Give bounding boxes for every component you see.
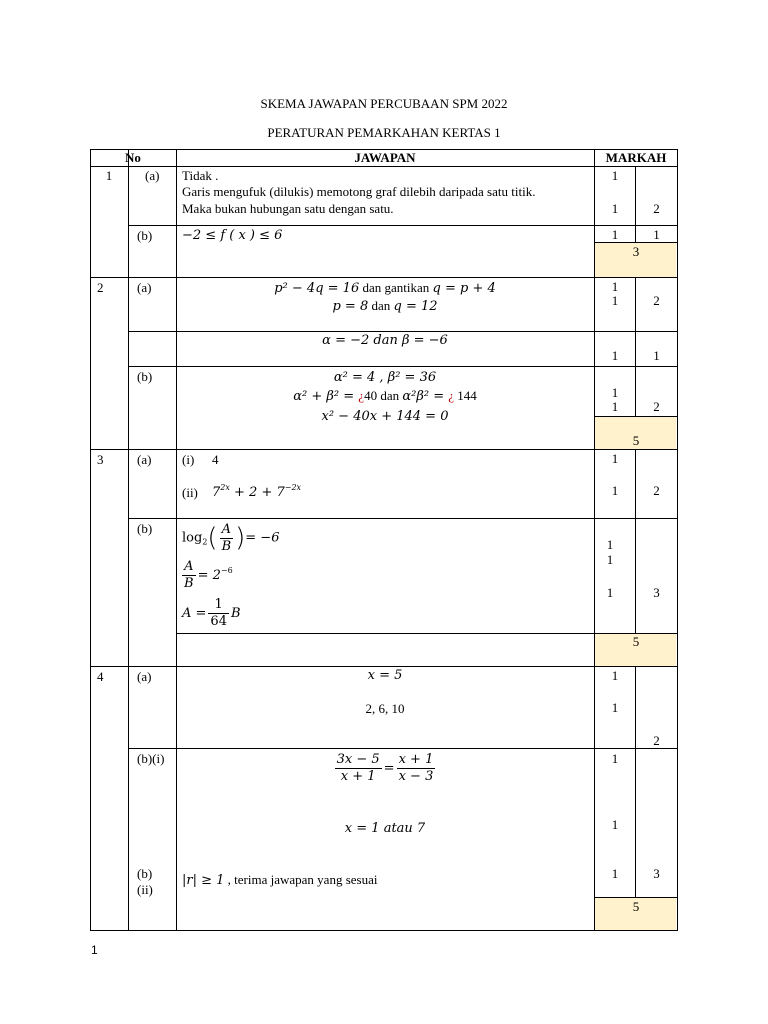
q4-bi-mark1: 1 <box>611 751 619 766</box>
q4-bi-equation: $\frac{3x - 5}{x + 1}$ = $\frac{x + 1}{x - 3}$ <box>336 752 434 784</box>
q2-b-mark2: 1 <box>611 399 619 414</box>
q2-a-eq1: p² − 4q = 16 <box>274 281 360 296</box>
q4-a-mark1: 1 <box>611 668 619 683</box>
q2-b-eq2a: α² + β² = <box>293 389 359 404</box>
q4-b-total: 3 <box>653 866 660 881</box>
q4-bii-mark: 1 <box>611 866 619 881</box>
q4-a-sequence: 2, 6, 10 <box>365 701 405 716</box>
q2-row2-equation: α = −2 dan β = −6 <box>322 333 448 348</box>
q2-b-glyph2: ¿ <box>448 388 454 403</box>
q2-a-mark1: 1 <box>611 279 619 294</box>
q1-part-b: (b) <box>137 228 153 243</box>
q3-b-mark3: 1 <box>606 585 614 600</box>
q2-a-line1 <box>176 279 594 297</box>
q1-number: 1 <box>105 168 113 183</box>
q1-a-total: 2 <box>653 201 660 216</box>
q1-part-a: (a) <box>145 168 160 183</box>
header-markah: MARKAH <box>605 150 667 165</box>
q2-b-eq2c: α²β² = <box>402 389 449 404</box>
q4-bi-answer: x = 1 atau 7 <box>344 821 426 836</box>
q1-total: 3 <box>632 244 640 259</box>
q2-b-glyph1: ¿ <box>358 388 365 403</box>
q2-b-line2 <box>176 387 594 405</box>
q2-a-eq2: p = 8 <box>332 299 369 314</box>
q4-part-b-ii-2: (ii) <box>137 882 153 897</box>
document-title: SKEMA JAWAPAN PERCUBAAN SPM 2022 <box>260 96 508 111</box>
q3-part-b: (b) <box>137 521 153 536</box>
q1-a-line1: Tidak . <box>182 168 219 183</box>
page-number: 1 <box>91 943 98 957</box>
q3-a-mark2: 1 <box>611 483 619 498</box>
q3-a-mark1: 1 <box>611 451 619 466</box>
q2-number: 2 <box>97 280 104 295</box>
q1-b-mark: 1 <box>611 227 619 242</box>
q2-b-eq3: x² − 40x + 144 = 0 <box>321 409 449 424</box>
q4-a-total: 2 <box>653 733 660 748</box>
q2-a-eq1b: q = p + 4 <box>432 281 496 296</box>
q2-b-eq2d: 144 <box>454 388 477 403</box>
q3-a-ii-answer: $7^{2x} + 2 + 7^{-2x}$ <box>212 483 302 500</box>
q2-a-total: 2 <box>653 293 660 308</box>
q1-a-line2: Garis mengufuk (dilukis) memotong graf dilebih daripada satu titik. <box>182 184 536 199</box>
q2-a-mark2: 1 <box>611 293 619 308</box>
q3-b-eq1: $\log_2$( $\frac{A}{B}$ )= −6 <box>182 521 280 554</box>
q2-b-eq1: α² = 4 , β² = 36 <box>333 370 437 385</box>
q3-a-total: 2 <box>653 483 660 498</box>
q4-number: 4 <box>97 669 104 684</box>
q2-b-mark1: 1 <box>611 385 619 400</box>
q4-bii-r: |r| ≥ 1 <box>182 873 225 888</box>
q2-total: 5 <box>632 433 640 448</box>
q1-a-mark1: 1 <box>611 168 619 183</box>
q3-a-i-answer: 4 <box>212 452 219 467</box>
q2-b-eq2b: 40 dan <box>364 388 403 403</box>
q1-b-total: 1 <box>653 227 660 242</box>
q3-part-a: (a) <box>137 452 152 467</box>
q4-part-b-i: (b)(i) <box>137 751 165 766</box>
q2-b-total: 2 <box>653 399 660 414</box>
q3-a-i-label: (i) <box>182 452 195 467</box>
q4-total: 5 <box>632 899 640 914</box>
q4-part-a: (a) <box>137 669 152 684</box>
q3-b-mark2: 1 <box>606 552 614 567</box>
document-subtitle: PERATURAN PEMARKAHAN KERTAS 1 <box>267 125 501 140</box>
q2-part-b: (b) <box>137 369 153 384</box>
q2-row2-total: 1 <box>653 348 660 363</box>
q1-a-line3: Maka bukan hubungan satu dengan satu. <box>182 201 394 216</box>
q3-b-total: 3 <box>653 585 660 600</box>
header-jawapan: JAWAPAN <box>354 150 416 165</box>
q3-b-eq2: $\frac{A}{B}$ = $2^{-6}$ <box>184 559 233 591</box>
q3-number: 3 <box>97 452 104 467</box>
q2-part-a: (a) <box>137 280 152 295</box>
q1-a-mark2: 1 <box>611 201 619 216</box>
q4-bii-line <box>182 871 377 889</box>
q4-a-equation: x = 5 <box>367 668 403 683</box>
q4-part-b-ii-1: (b) <box>137 866 153 881</box>
q3-total: 5 <box>632 634 640 649</box>
q4-bi-mark2: 1 <box>611 817 619 832</box>
q3-b-eq3: A = $\frac{1}{64}$ B <box>182 597 241 629</box>
header-no: No <box>125 150 141 165</box>
q2-a-line2 <box>176 297 594 315</box>
q4-bii-text: , terima jawapan yang sesuai <box>224 872 378 887</box>
q3-a-ii-label: (ii) <box>182 485 198 500</box>
q2-row2-mark: 1 <box>611 348 619 363</box>
q2-a-text1: dan gantikan <box>359 280 433 295</box>
q1-b-answer: −2 ≤ f ( x ) ≤ 6 <box>182 228 283 243</box>
q4-a-mark2: 1 <box>611 700 619 715</box>
q3-b-mark1: 1 <box>606 537 614 552</box>
q2-a-eq2b: q = 12 <box>393 299 438 314</box>
q2-a-text2: dan <box>368 298 394 313</box>
